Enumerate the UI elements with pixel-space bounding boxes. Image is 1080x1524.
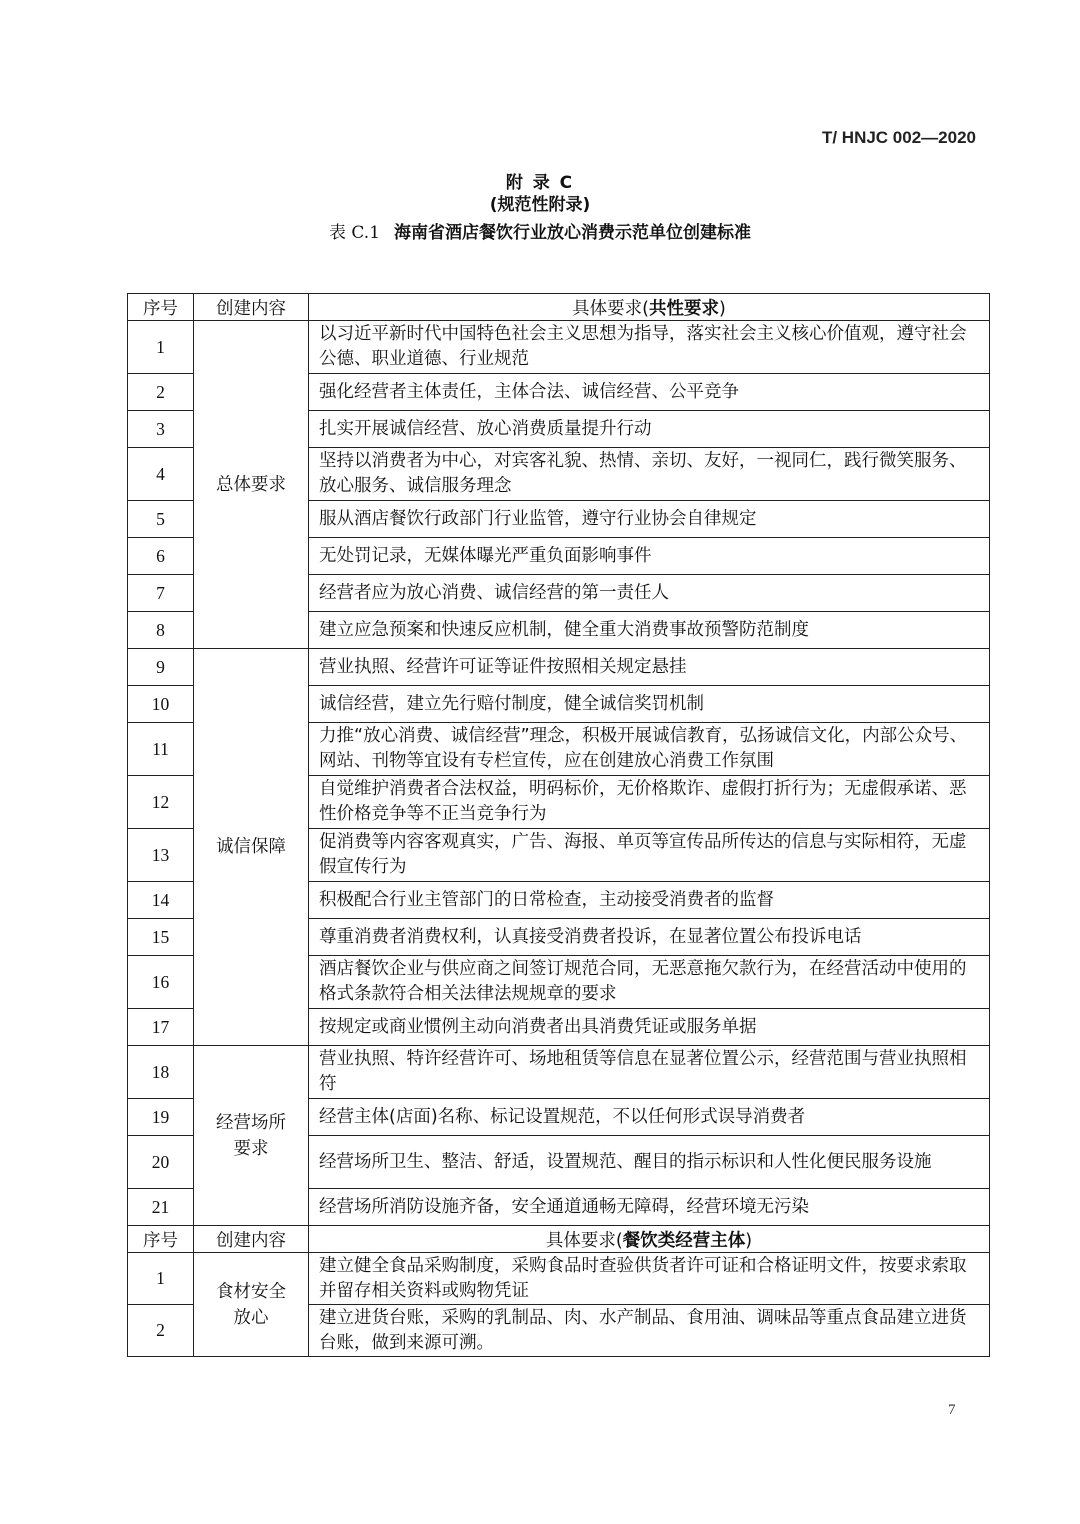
row-number: 8 [128,612,194,649]
row-number: 11 [128,723,194,776]
header-no: 序号 [128,294,194,321]
header2-req-bold: 餐饮类经营主体 [622,1230,746,1251]
row-number: 15 [128,919,194,956]
row-number: 19 [128,1099,194,1136]
row-number: 2 [128,1305,194,1357]
row-requirement: 扎实开展诚信经营、放心消费质量提升行动 [309,411,990,448]
standard-code: T/ HNJC 002—2020 [821,128,976,147]
row-requirement: 以习近平新时代中国特色社会主义思想为指导，落实社会主义核心价值观，遵守社会公德、职业道德、行业规范 [309,321,990,374]
row-number: 16 [128,956,194,1009]
row-number: 20 [128,1136,194,1189]
row-requirement: 经营场所卫生、整洁、舒适，设置规范、醒目的指示标识和人性化便民服务设施 [309,1136,990,1189]
group-venue [194,1046,309,1226]
row-number: 5 [128,501,194,538]
row-requirement: 自觉维护消费者合法权益，明码标价，无价格欺诈、虚假打折行为；无虚假承诺、恶性价格竞争等不正当竞争行为 [309,776,990,829]
table-row [128,1046,990,1099]
group-food [194,1253,309,1357]
header-requirements [309,294,990,321]
header2-req-prefix: 具体要求( [545,1230,623,1251]
appendix-type: (规范性附录) [489,195,591,215]
header2-no: 序号 [128,1226,194,1253]
row-requirement: 诚信经营，建立先行赔付制度，健全诚信奖罚机制 [309,686,990,723]
row-requirement: 无处罚记录，无媒体曝光严重负面影响事件 [309,538,990,575]
table-header-row-2 [128,1226,990,1253]
row-number: 13 [128,829,194,882]
row-number: 14 [128,882,194,919]
row-requirement: 坚持以消费者为中心，对宾客礼貌、热情、亲切、友好，一视同仁，践行微笑服务、放心服务、诚信服务理念 [309,448,990,501]
row-requirement: 经营主体(店面)名称、标记设置规范，不以任何形式误导消费者 [309,1099,990,1136]
row-number: 9 [128,649,194,686]
row-requirement: 尊重消费者消费权利，认真接受消费者投诉，在显著位置公布投诉电话 [309,919,990,956]
row-requirement: 按规定或商业惯例主动向消费者出具消费凭证或服务单据 [309,1009,990,1046]
row-number: 21 [128,1189,194,1226]
row-requirement: 建立进货台账，采购的乳制品、肉、水产制品、食用油、调味品等重点食品建立进货台账，做到来源可溯。 [309,1305,990,1357]
table-title: 海南省酒店餐饮行业放心消费示范单位创建标准 [394,223,752,243]
table-caption [0,218,1080,248]
row-number: 1 [128,321,194,374]
row-requirement: 营业执照、特许经营许可、场地租赁等信息在显著位置公示，经营范围与营业执照相符 [309,1046,990,1099]
header-req-suffix: ) [719,298,726,319]
row-number: 10 [128,686,194,723]
row-number: 17 [128,1009,194,1046]
row-number: 1 [128,1253,194,1305]
page-number: 7 [948,1402,956,1418]
row-number: 6 [128,538,194,575]
row-requirement: 力推“放心消费、诚信经营”理念，积极开展诚信教育，弘扬诚信文化，内部公众号、网站、刊物等宜设有专栏宣传，应在创建放心消费工作氛围 [309,723,990,776]
group-venue-label: 经营场所要求 [216,1112,286,1159]
table-number: 表 C.1 [328,223,381,243]
row-requirement: 强化经营者主体责任，主体合法、诚信经营、公平竞争 [309,374,990,411]
table-header-row [128,294,990,321]
group-general: 总体要求 [194,321,309,649]
table-row [128,649,990,686]
row-requirement: 营业执照、经营许可证等证件按照相关规定悬挂 [309,649,990,686]
row-requirement: 建立健全食品采购制度，采购食品时查验供货者许可证和合格证明文件，按要求索取并留存相关资料或购物凭证 [309,1253,990,1305]
header2-req-suffix: ) [745,1230,753,1251]
header2-requirements [309,1226,990,1253]
row-requirement: 促消费等内容客观真实，广告、海报、单页等宣传品所传达的信息与实际相符，无虚假宣传行为 [309,829,990,882]
header-content: 创建内容 [194,294,309,321]
row-requirement: 经营场所消防设施齐备，安全通道通畅无障碍，经营环境无污染 [309,1189,990,1226]
row-number: 4 [128,448,194,501]
header2-content: 创建内容 [194,1226,309,1253]
row-requirement: 酒店餐饮企业与供应商之间签订规范合同，无恶意拖欠款行为，在经营活动中使用的格式条款符合相关法律法规规章的要求 [309,956,990,1009]
row-number: 18 [128,1046,194,1099]
title-block [0,172,1080,248]
appendix-title: 附 录 C [505,173,575,193]
header-req-prefix: 具体要求( [572,298,649,319]
row-number: 12 [128,776,194,829]
group-integrity: 诚信保障 [194,649,309,1046]
row-number: 2 [128,374,194,411]
row-number: 3 [128,411,194,448]
table-row [128,321,990,374]
row-requirement: 积极配合行业主管部门的日常检查，主动接受消费者的监督 [309,882,990,919]
header-req-bold: 共性要求 [649,298,719,319]
row-requirement: 经营者应为放心消费、诚信经营的第一责任人 [309,575,990,612]
row-number: 7 [128,575,194,612]
row-requirement: 建立应急预案和快速反应机制，健全重大消费事故预警防范制度 [309,612,990,649]
standards-table [127,293,990,1357]
group-food-label: 食材安全放心 [216,1281,286,1328]
row-requirement: 服从酒店餐饮行政部门行业监管，遵守行业协会自律规定 [309,501,990,538]
table-row [128,1253,990,1305]
